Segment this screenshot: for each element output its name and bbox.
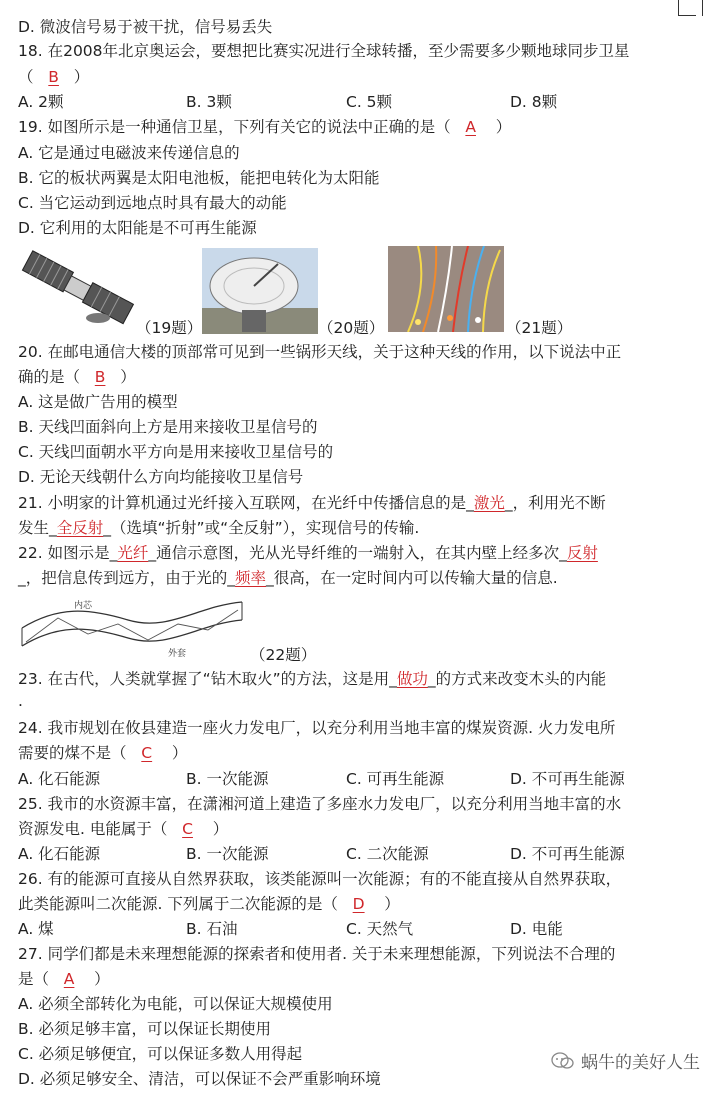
q21-answer-1: 激光 — [473, 494, 505, 512]
q27-option-c: C. 必须足够便宜，可以保证多数人用得起 — [18, 1045, 303, 1063]
core-label: 内芯 — [74, 601, 93, 611]
q19-answer: A — [465, 118, 476, 136]
q21-answer-2: 全反射 — [56, 519, 104, 537]
q18-stem: 18. 在2008年北京奥运会，要想把比赛实况进行全球转播，至少需要多少颗地球同步卫星 — [18, 42, 630, 60]
q21-stem: 21. 小明家的计算机通过光纤接入互联网，在光纤中传播信息的是_激光_，利用光不断 — [18, 494, 606, 512]
q19-stem: 19. 如图所示是一种通信卫星，下列有关它的说法中正确的是（ A ） — [18, 118, 512, 136]
q22-answer-1: 光纤 — [117, 544, 149, 562]
q22-answer-3: 频率 — [235, 569, 267, 587]
q22-answer-2: 反射 — [566, 544, 598, 562]
figure-21-caption: （21题） — [506, 319, 573, 337]
q24-option-c: C. 可再生能源 — [346, 770, 445, 788]
q24-option-b: B. 一次能源 — [186, 770, 269, 788]
q18-answer: B — [48, 68, 59, 86]
q26-option-a: A. 煤 — [18, 920, 54, 938]
watermark-text: 蜗牛的美好人生 — [581, 1053, 700, 1073]
figure-22-caption: （22题） — [250, 646, 317, 664]
wechat-icon — [551, 1051, 575, 1071]
q20-option-d: D. 无论天线朝什么方向均能接收卫星信号 — [18, 468, 304, 486]
q17-option-d: D. 微波信号易于被干扰，信号易丢失 — [18, 18, 273, 36]
q27-option-b: B. 必须足够丰富，可以保证长期使用 — [18, 1020, 271, 1038]
q20-option-c: C. 天线凹面朝水平方向是用来接收卫星信号的 — [18, 443, 334, 461]
q24-stem: 24. 我市规划在攸县建造一座火力发电厂，以充分利用当地丰富的煤炭资源. 火力发电所 — [18, 719, 616, 737]
optical-fiber-image — [388, 246, 504, 332]
q24-answer: C — [141, 744, 153, 762]
q26-answer: D — [352, 895, 365, 913]
q20-stem: 20. 在邮电通信大楼的顶部常可见到一些锅形天线，关于这种天线的作用，以下说法中正 — [18, 343, 622, 361]
figure-19-caption: （19题） — [136, 319, 203, 337]
q24-stem-2: 需要的煤不是（ C ） — [18, 744, 188, 762]
q24-option-a: A. 化石能源 — [18, 770, 101, 788]
q18-option-b: B. 3颗 — [186, 93, 232, 111]
fiber-diagram — [18, 598, 248, 658]
q22-stem: 22. 如图示是_光纤_通信示意图，光从光导纤维的一端射入，在其内壁上经多次_反射 — [18, 544, 598, 562]
cladding-label: 外套 — [168, 649, 187, 658]
q27-stem-2: 是（ A ） — [18, 970, 110, 988]
q22-stem-2: _，把信息传到远方，由于光的_频率_很高，在一定时间内可以传输大量的信息. — [18, 569, 558, 587]
corner-mark — [678, 0, 679, 16]
figure-20-caption: （20题） — [318, 319, 385, 337]
q18-option-a: A. 2颗 — [18, 93, 64, 111]
corner-mark-h — [678, 15, 696, 16]
q20-option-b: B. 天线凹面斜向上方是用来接收卫星信号的 — [18, 418, 318, 436]
dish-antenna-image — [202, 248, 318, 334]
q25-stem-2: 资源发电. 电能属于（ C ） — [18, 820, 229, 838]
q20-stem-2: 确的是（ B ） — [18, 368, 136, 386]
q27-option-d: D. 必须足够安全、清洁，可以保证不会严重影响环境 — [18, 1070, 381, 1088]
q24-option-d: D. 不可再生能源 — [510, 770, 625, 788]
q19-option-a: A. 它是通过电磁波来传递信息的 — [18, 144, 240, 162]
corner-mark-right — [702, 0, 703, 16]
q19-option-b: B. 它的板状两翼是太阳电池板，能把电转化为太阳能 — [18, 169, 380, 187]
q26-option-b: B. 石油 — [186, 920, 238, 938]
q20-option-a: A. 这是做广告用的模型 — [18, 393, 178, 411]
q23-stem: 23. 在古代，人类就掌握了“钻木取火”的方法，这是用_做功_的方式来改变木头的内能 — [18, 670, 607, 688]
q23-period: . — [18, 692, 23, 710]
q18-answer-line: （ B ） — [18, 68, 90, 86]
q25-stem: 25. 我市的水资源丰富，在潇湘河道上建造了多座水力发电厂，以充分利用当地丰富的水 — [18, 795, 622, 813]
watermark — [551, 1048, 700, 1073]
q19-option-d: D. 它利用的太阳能是不可再生能源 — [18, 219, 257, 237]
q26-option-c: C. 天然气 — [346, 920, 414, 938]
q18-option-d: D. 8颗 — [510, 93, 558, 111]
q23-answer: 做功 — [396, 670, 428, 688]
q21-stem-2: 发生_全反射_（选填“折射”或“全反射”），实现信号的传输. — [18, 519, 420, 537]
q27-answer: A — [63, 970, 75, 988]
q27-stem: 27. 同学们都是未来理想能源的探索者和使用者. 关于未来理想能源，下列说法不合理的 — [18, 945, 616, 963]
q25-option-a: A. 化石能源 — [18, 845, 101, 863]
q18-option-c: C. 5颗 — [346, 93, 393, 111]
q26-stem-2: 此类能源叫二次能源. 下列属于二次能源的是（ D ） — [18, 895, 400, 913]
q25-option-d: D. 不可再生能源 — [510, 845, 625, 863]
q26-option-d: D. 电能 — [510, 920, 563, 938]
q19-option-c: C. 当它运动到远地点时具有最大的动能 — [18, 194, 287, 212]
satellite-image — [18, 246, 136, 332]
q25-answer: C — [182, 820, 193, 838]
q25-option-b: B. 一次能源 — [186, 845, 269, 863]
q20-answer: B — [94, 368, 106, 386]
q25-option-c: C. 二次能源 — [346, 845, 429, 863]
q26-stem: 26. 有的能源可直接从自然界获取，该类能源叫一次能源；有的不能直接从自然界获取， — [18, 870, 622, 888]
q27-option-a: A. 必须全部转化为电能，可以保证大规模使用 — [18, 995, 333, 1013]
